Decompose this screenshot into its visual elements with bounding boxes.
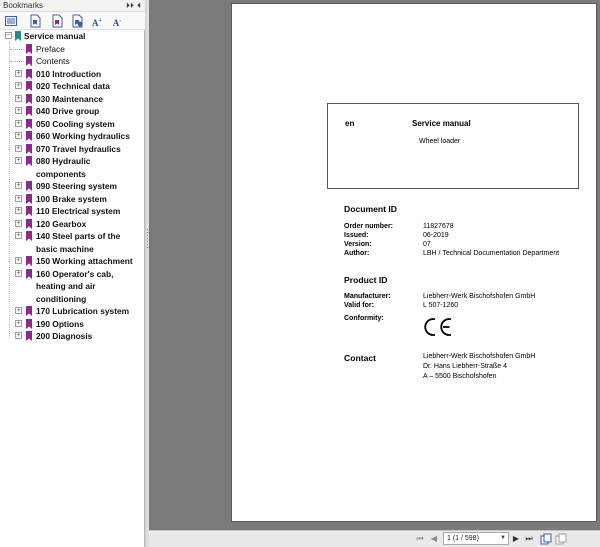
bookmark-icon (26, 156, 32, 166)
expand-toggle-icon[interactable]: + (16, 307, 21, 314)
bookmark-item[interactable] (0, 155, 140, 180)
expand-toggle-icon[interactable]: + (16, 119, 21, 127)
collapse-toggle-icon[interactable]: − (6, 32, 11, 39)
expand-bookmark-icon[interactable] (28, 14, 42, 28)
bookmark-icon (26, 81, 32, 91)
version-value: 07 (423, 241, 431, 248)
valid-for-value: L 507-1260 (423, 302, 459, 309)
bookmark-label: 100 Brake system (36, 193, 107, 204)
expand-toggle-icon[interactable]: + (16, 107, 21, 114)
bookmark-item[interactable] (0, 218, 140, 231)
manufacturer-label: Manufacturer: (344, 293, 391, 300)
expand-toggle-icon[interactable]: + (16, 194, 21, 202)
two-page-view-icon[interactable] (555, 533, 567, 545)
new-bookmark-icon[interactable] (70, 14, 84, 28)
bookmark-icon (26, 231, 32, 241)
bookmark-item[interactable] (0, 130, 140, 143)
document-page (231, 3, 597, 522)
order-number-label: Order number: (344, 223, 394, 230)
bookmark-icon (26, 219, 32, 229)
decrease-text-size-icon[interactable]: A- (112, 18, 122, 28)
bookmark-item[interactable] (0, 68, 140, 81)
bookmark-icon (26, 56, 32, 66)
version-label: Version: (344, 241, 372, 248)
bookmark-label: 040 Drive group (36, 106, 100, 116)
last-page-button[interactable]: ⏭ (525, 534, 533, 543)
bookmark-icon (15, 31, 21, 41)
expand-toggle-icon[interactable]: + (16, 232, 21, 239)
issued-value: 06-2019 (423, 232, 449, 239)
bookmark-properties-icon[interactable] (50, 14, 64, 28)
contact-line-3: A – 5500 Bischofshofen (423, 373, 497, 380)
bookmark-icon (26, 194, 32, 204)
expand-toggle-icon[interactable]: + (16, 269, 21, 277)
bookmark-icon (26, 319, 32, 329)
manufacturer-value: Liebherr-Werk Bischofshofen GmbH (423, 293, 536, 300)
bookmark-item[interactable] (0, 118, 140, 131)
increase-text-size-icon[interactable]: A+ (92, 18, 102, 28)
contact-line-1: Liebherr-Werk Bischofshofen GmbH (423, 353, 536, 360)
expand-toggle-icon[interactable]: + (16, 257, 21, 264)
expand-toggle-icon[interactable]: + (16, 157, 21, 164)
expand-toggle-icon[interactable]: + (16, 94, 21, 102)
bookmark-label: Contents (36, 56, 70, 66)
bookmark-item[interactable] (0, 105, 140, 118)
chevron-down-icon: ▼ (500, 535, 506, 541)
bookmark-item[interactable] (0, 330, 140, 343)
bookmark-toolbar (0, 12, 145, 30)
bookmark-icon (26, 69, 32, 79)
first-page-button[interactable]: ⏮ (416, 534, 424, 543)
bookmark-icon (26, 44, 32, 54)
tree-connector (10, 61, 24, 62)
bookmark-label: 070 Travel hydraulics (36, 143, 121, 154)
bookmark-label: 120 Gearbox (36, 218, 87, 229)
bookmark-item[interactable] (0, 55, 140, 68)
title-box (327, 103, 579, 189)
bookmark-label: 060 Working hydraulics (36, 131, 130, 141)
bookmark-label: 190 Options (36, 318, 84, 329)
expand-toggle-icon[interactable]: + (16, 82, 21, 89)
bookmark-label: 110 Electrical system (36, 206, 121, 216)
bookmark-label: 010 Introduction (36, 68, 102, 79)
contact-heading: Contact (344, 353, 376, 363)
bookmark-item[interactable] (0, 80, 140, 93)
expand-toggle-icon[interactable]: + (16, 182, 21, 189)
bookmark-label: 090 Steering system (36, 181, 118, 191)
bookmark-icon (26, 94, 32, 104)
product-id-heading: Product ID (344, 275, 388, 285)
expand-toggle-icon[interactable]: + (16, 69, 21, 77)
expand-toggle-icon[interactable]: + (16, 144, 21, 152)
bookmark-label: 020 Technical data (36, 81, 110, 91)
bookmark-item[interactable] (0, 318, 140, 331)
next-page-button[interactable]: ▶ (512, 534, 520, 543)
bookmark-item[interactable] (0, 230, 140, 255)
expand-toggle-icon[interactable]: + (16, 132, 21, 139)
document-title: Service manual (412, 119, 471, 128)
author-label: Author: (344, 250, 370, 257)
author-value: LBH / Technical Documentation Department (423, 250, 560, 257)
bookmark-label: Service manual (24, 31, 86, 41)
single-page-view-icon[interactable] (540, 533, 552, 545)
tree-connector (10, 49, 24, 50)
bookmark-icon (26, 181, 32, 191)
page-number-value: 1 (1 / 598) (447, 535, 479, 542)
expand-toggle-icon[interactable]: + (16, 332, 21, 339)
bookmark-item[interactable] (0, 143, 140, 156)
issued-label: Issued: (344, 232, 369, 239)
expand-toggle-icon[interactable]: + (16, 207, 21, 214)
page-number-select[interactable] (443, 532, 509, 545)
bookmark-tree (0, 30, 140, 547)
bookmark-icon (26, 206, 32, 216)
bookmark-label: Preface (36, 43, 65, 54)
bookmark-label: 030 Maintenance (36, 93, 104, 104)
document-subtitle: Wheel loader (419, 138, 461, 145)
panel-title: Bookmarks (3, 1, 44, 10)
panel-options-icon[interactable]: ⏵⏵ (126, 1, 134, 10)
bookmark-label: 050 Cooling system (36, 118, 115, 129)
conformity-label: Conformity: (344, 315, 384, 322)
bookmark-item[interactable] (0, 268, 140, 306)
document-view[interactable] (149, 0, 600, 530)
bookmark-icon (26, 106, 32, 116)
bookmarks-panel (0, 0, 145, 547)
bookmark-icon (26, 131, 32, 141)
bookmark-icon (26, 144, 32, 154)
bookmark-icon (26, 119, 32, 129)
bookmark-item[interactable] (0, 180, 140, 193)
expand-toggle-icon[interactable]: + (16, 219, 21, 227)
bookmark-item[interactable] (0, 193, 140, 206)
ce-mark-icon (422, 317, 454, 337)
bookmark-icon (26, 306, 32, 316)
bookmark-label: 160 Operator's cab, heating and air conditioning (36, 268, 114, 304)
bookmark-label: 200 Diagnosis (36, 331, 93, 341)
language-code: en (345, 119, 355, 128)
bookmark-icon (26, 269, 32, 279)
order-number-value: 11827678 (423, 223, 454, 230)
navigation-bar (149, 530, 600, 547)
bookmark-item[interactable] (0, 305, 140, 318)
bookmark-item[interactable] (0, 255, 140, 268)
bookmark-root[interactable] (0, 30, 140, 43)
previous-page-button[interactable]: ◀ (430, 534, 438, 543)
bookmark-label: 150 Working attachment (36, 256, 133, 266)
bookmark-item[interactable] (0, 205, 140, 218)
bookmark-options-icon[interactable] (4, 14, 18, 28)
contact-line-2: Dr. Hans Liebherr-Straße 4 (423, 363, 508, 370)
bookmark-item[interactable] (0, 93, 140, 106)
panel-close-icon[interactable]: ⏴ (137, 1, 141, 10)
expand-toggle-icon[interactable]: + (16, 319, 21, 327)
valid-for-label: Valid for: (344, 302, 374, 309)
bookmark-icon (26, 256, 32, 266)
bookmark-label: 170 Lubrication system (36, 306, 130, 316)
bookmark-icon (26, 331, 32, 341)
panel-header (0, 0, 145, 12)
bookmark-item[interactable] (0, 43, 140, 56)
bookmark-label: 080 Hydraulic components (36, 156, 91, 179)
bookmark-label: 140 Steel parts of the basic machine (36, 231, 121, 254)
document-id-heading: Document ID (344, 204, 397, 214)
